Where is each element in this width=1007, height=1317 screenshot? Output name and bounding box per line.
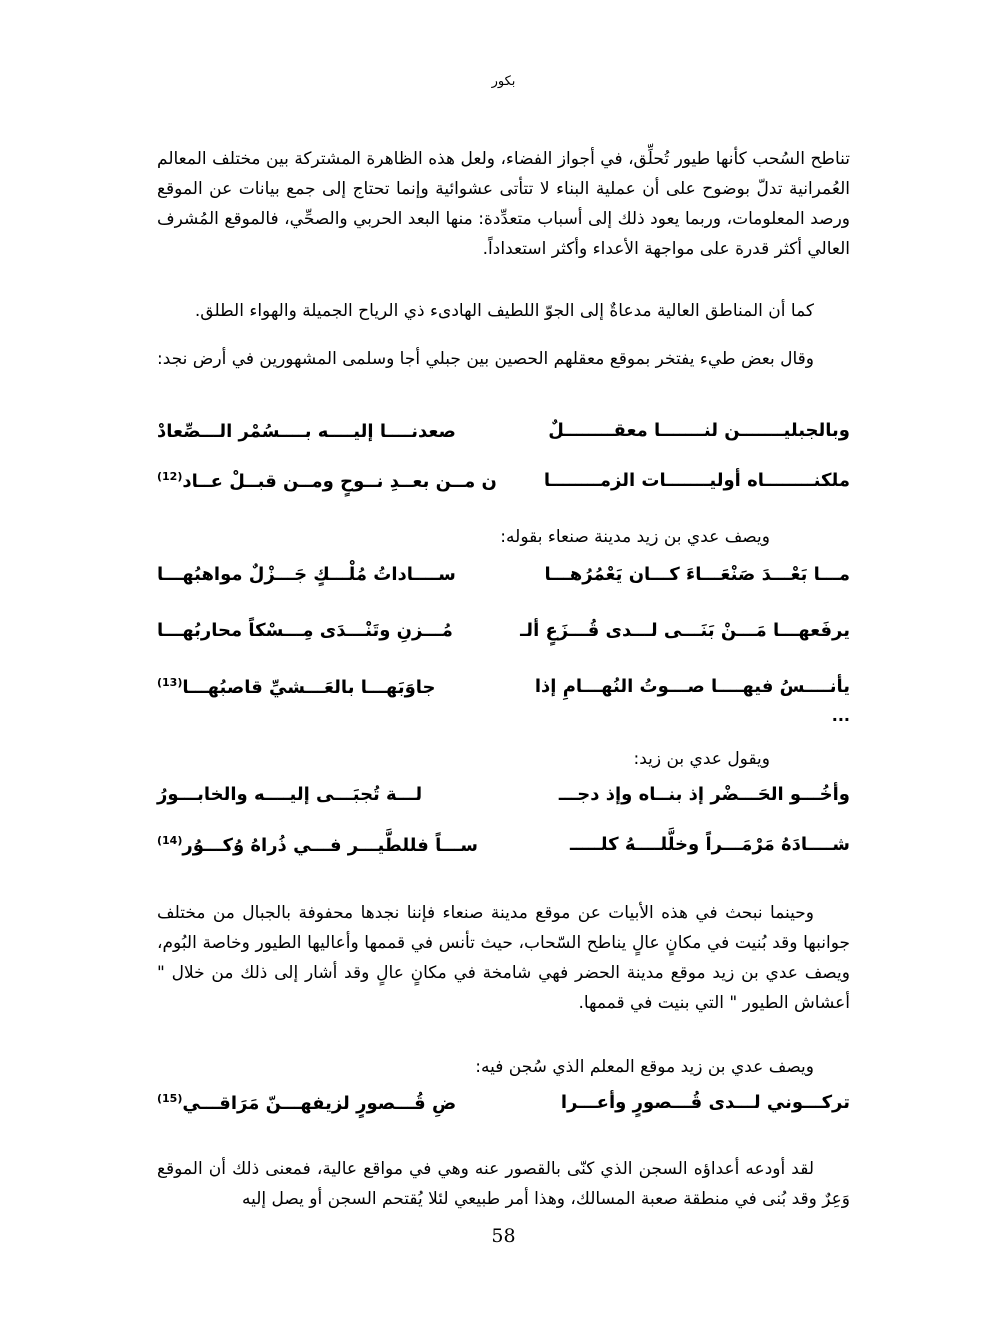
verse-left-hemistich: صعدنــــا إليــــه بــــسُمْر الـــصِّعادْ (157, 421, 456, 442)
paragraph-5: ويقول عدي بن زيد: (633, 749, 770, 769)
paragraph-1: تناطح السُحب كأنها طيور تُحلِّق، في أجواز الفضاء، ولعل هذه الظاهرة المشتركة بين مختلف المعالم العُمرانية تدلّ بوضوح على أن عملية البناء لا تتأتى عشوائية وإنما تحتاج إلى جمع بيانات عن الموقع ورصد المعلومات، وربما يعود ذلك إلى أسباب متعدِّدة: منها البعد الحربي والصحِّي، فالموقع المُشرف العالي أكثر قدرة على مواجهة الأعداء وأكثر استعداداً. (157, 149, 850, 259)
verse-right-hemistich: مـــا بَعْـــدَ صَنْعَـــاءَ كـــان يَعْمُرُهـــا (544, 564, 850, 585)
paragraph-3: وقال بعض طيء يفتخر بموقع معقلهم الحصين بين جبلي أجا وسلمى المشهورين في أرض نجد: (157, 349, 814, 369)
verse-right-hemistich: وبالجبليـــــــن لنـــــــا معقــــــــلٌ (548, 420, 850, 441)
verse-4 (157, 620, 850, 650)
footnote-marker: (15) (157, 1092, 183, 1105)
verse-left-hemistich: ســــاداتُ مُلْـــكٍ جَـــزْلٌ مواهبُهـــا (157, 564, 456, 585)
verse-1 (157, 420, 850, 450)
paragraph-4: ويصف عدي بن زيد مدينة صنعاء بقوله: (500, 527, 770, 547)
verse-5 (157, 676, 850, 725)
verse-left-hemistich: ســـاً فللطَّيـــر فـــي ذُراهُ وُكـــوُر$^{(14)}$ (157, 834, 478, 856)
ellipsis: ... (831, 706, 850, 725)
verse-left-hemistich: لـــة تُجبَـــى إليــــه والخابـــورُ (157, 784, 423, 805)
verse-left-hemistich: ن مــن بعــدِ نــوحٍ ومــن قبــلْ عــاد$^{(12)}$ (157, 470, 497, 492)
verse-left-hemistich: مُـــزنِ وتَنْـــدَى مِـــسْكاً محاربُهـــا (157, 620, 453, 641)
footnote-marker: (13) (157, 676, 183, 689)
verse-right-hemistich: يأنــــسُ فيهــــا صـــوتُ النُهـــامِ إذا (534, 676, 850, 697)
verse-2 (157, 470, 850, 500)
verse-right-hemistich: ملكنــــــــاه أوليـــــــات الزمــــــــا (543, 470, 850, 491)
verse-left-hemistich: ضِ قُـــصورٍ لزيفهـــنّ مَرَاقـــي$^{(15)}$ (157, 1092, 457, 1114)
paragraph-2: كما أن المناطق العالية مدعاةٌ إلى الجوّ اللطيف الهادىء ذي الرياح الجميلة والهواء الطلق. (194, 301, 814, 321)
verse-right-hemistich: وأخُـــو الحَـــضْر إذ بنــاه وإذ دجـــ (558, 784, 850, 805)
verse-3 (157, 564, 850, 594)
verse-left-hemistich: جاوَبَهـــا بالعَـــشيِّ قاصبُهـــا$^{(13)}$ (157, 676, 436, 698)
footnote-marker: (14) (157, 834, 183, 847)
running-header: بكور (491, 74, 516, 89)
verse-7 (157, 834, 850, 864)
verse-8 (157, 1092, 850, 1122)
footnote-marker: (12) (157, 470, 183, 483)
verse-right-hemistich: يرفَعهـــا مَـــنْ بَنَـــى لـــدى قُـــزَعٍ ألـ (520, 620, 850, 641)
paragraph-8: لقد أودعه أعداؤه السجن الذي كنّى بالقصور عنه وهي في مواقع عالية، فمعنى ذلك أن الموقع وَعِرٌ وقد بُنى في منطقة صعبة المسالك، وهذا أمر طبيعي لئلا يُقتحم السجن أو يصل إليه (157, 1159, 850, 1209)
paragraph-7: ويصف عدي بن زيد موقع المعلم الذي سُجن فيه: (475, 1057, 814, 1077)
paragraph-6: وحينما نبحث في هذه الأبيات عن موقع مدينة صنعاء فإننا نجدها محفوفة بالجبال من مختلف جوانبها وقد بُنيت في مكانٍ عالٍ يناطح السّحاب، حيث تأنس في قممها وأعاليها الطيور وخاصة البُوم، ويصف عدي بن زيد موقع مدينة الحضر فهي شامخة في مكانٍ عالٍ وقد أشار إلى ذلك من خلال " أعشاش الطيور " التي بنيت في قممها. (157, 903, 850, 1013)
verse-right-hemistich: تركـــوني لـــدى قُـــصورٍ وأعـــرا (560, 1092, 850, 1113)
verse-right-hemistich: شــــادَهُ مَرْمَـــراً وخلَّلــــهُ كلـــــ (569, 834, 850, 855)
page-number: 58 (491, 1225, 516, 1247)
verse-6 (157, 784, 850, 814)
